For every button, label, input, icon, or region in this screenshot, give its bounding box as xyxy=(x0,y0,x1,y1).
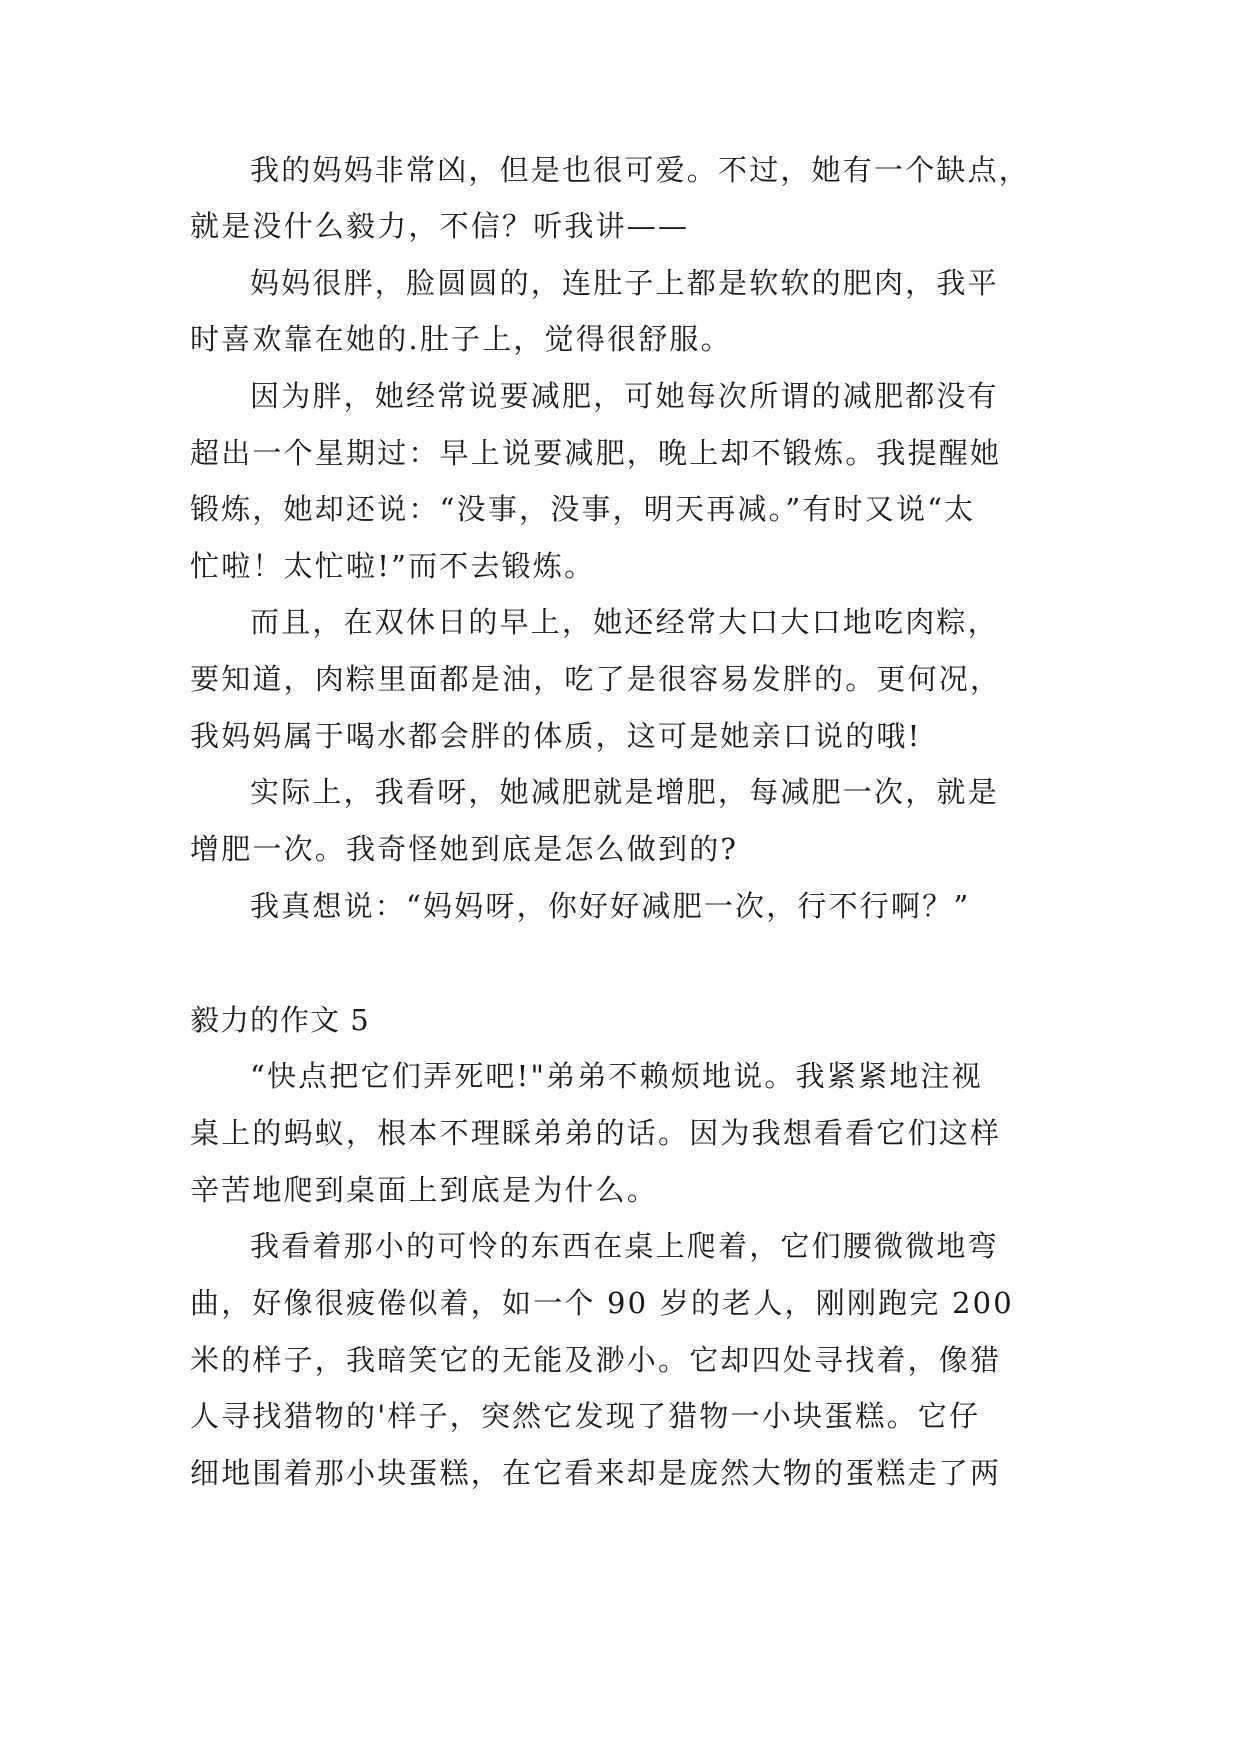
paragraph-line: 就是没什么毅力，不信？听我讲—— xyxy=(190,209,690,243)
paragraph-line: 要知道，肉粽里面都是油，吃了是很容易发胖的。更何况， xyxy=(190,662,1002,696)
paragraph-line: 我看着那小的可怜的东西在桌上爬着，它们腰微微地弯 xyxy=(250,1229,999,1263)
paragraph-line: 米的样子，我暗笑它的无能及渺小。它却四处寻找着，像猎 xyxy=(190,1343,1002,1377)
paragraph-line: 我的妈妈非常凶，但是也很可爱。不过，她有一个缺点， xyxy=(250,153,1031,187)
paragraph-line: 时喜欢靠在她的.肚子上，觉得很舒服。 xyxy=(190,322,732,356)
paragraph-line: 增肥一次。我奇怪她到底是怎么做到的? xyxy=(190,832,739,866)
paragraph-line: 我妈妈属于喝水都会胖的体质，这可是她亲口说的哦! xyxy=(190,719,922,753)
paragraph-line: 因为胖，她经常说要减肥，可她每次所谓的减肥都没有 xyxy=(250,379,999,413)
paragraph-line: 辛苦地爬到桌面上到底是为什么。 xyxy=(190,1173,659,1207)
paragraph-line: 人寻找猎物的'样子，突然它发现了猎物一小块蛋糕。它仔 xyxy=(190,1399,981,1433)
paragraph-line: “快点把它们弄死吧!"弟弟不赖烦地说。我紧紧地注视 xyxy=(250,1059,983,1093)
paragraph-line: 忙啦！太忙啦!”而不去锻炼。 xyxy=(190,549,596,583)
paragraph-line: 桌上的蚂蚁，根本不理睬弟弟的话。因为我想看看它们这样 xyxy=(190,1116,1002,1150)
paragraph-line: 细地围着那小块蛋糕，在它看来却是庞然大物的蛋糕走了两 xyxy=(190,1456,1002,1490)
paragraph-line: 我真想说：“妈妈呀，你好好减肥一次，行不行啊？” xyxy=(250,889,971,923)
paragraph-line: 超出一个星期过：早上说要减肥，晚上却不锻炼。我提醒她 xyxy=(190,436,1002,470)
paragraph-line: 妈妈很胖，脸圆圆的，连肚子上都是软软的肥肉，我平 xyxy=(250,266,999,300)
paragraph-line: 而且，在双休日的早上，她还经常大口大口地吃肉粽， xyxy=(250,605,999,639)
paragraph-line: 锻炼，她却还说：“没事，没事，明天再减。”有时又说“太 xyxy=(190,492,976,526)
paragraph-line: 实际上，我看呀，她减肥就是增肥，每减肥一次，就是 xyxy=(250,775,999,809)
paragraph-line: 曲，好像很疲倦似着，如一个 90 岁的老人，刚刚跑完 200 xyxy=(190,1286,1014,1320)
section-heading: 毅力的作文 5 xyxy=(190,1003,370,1037)
